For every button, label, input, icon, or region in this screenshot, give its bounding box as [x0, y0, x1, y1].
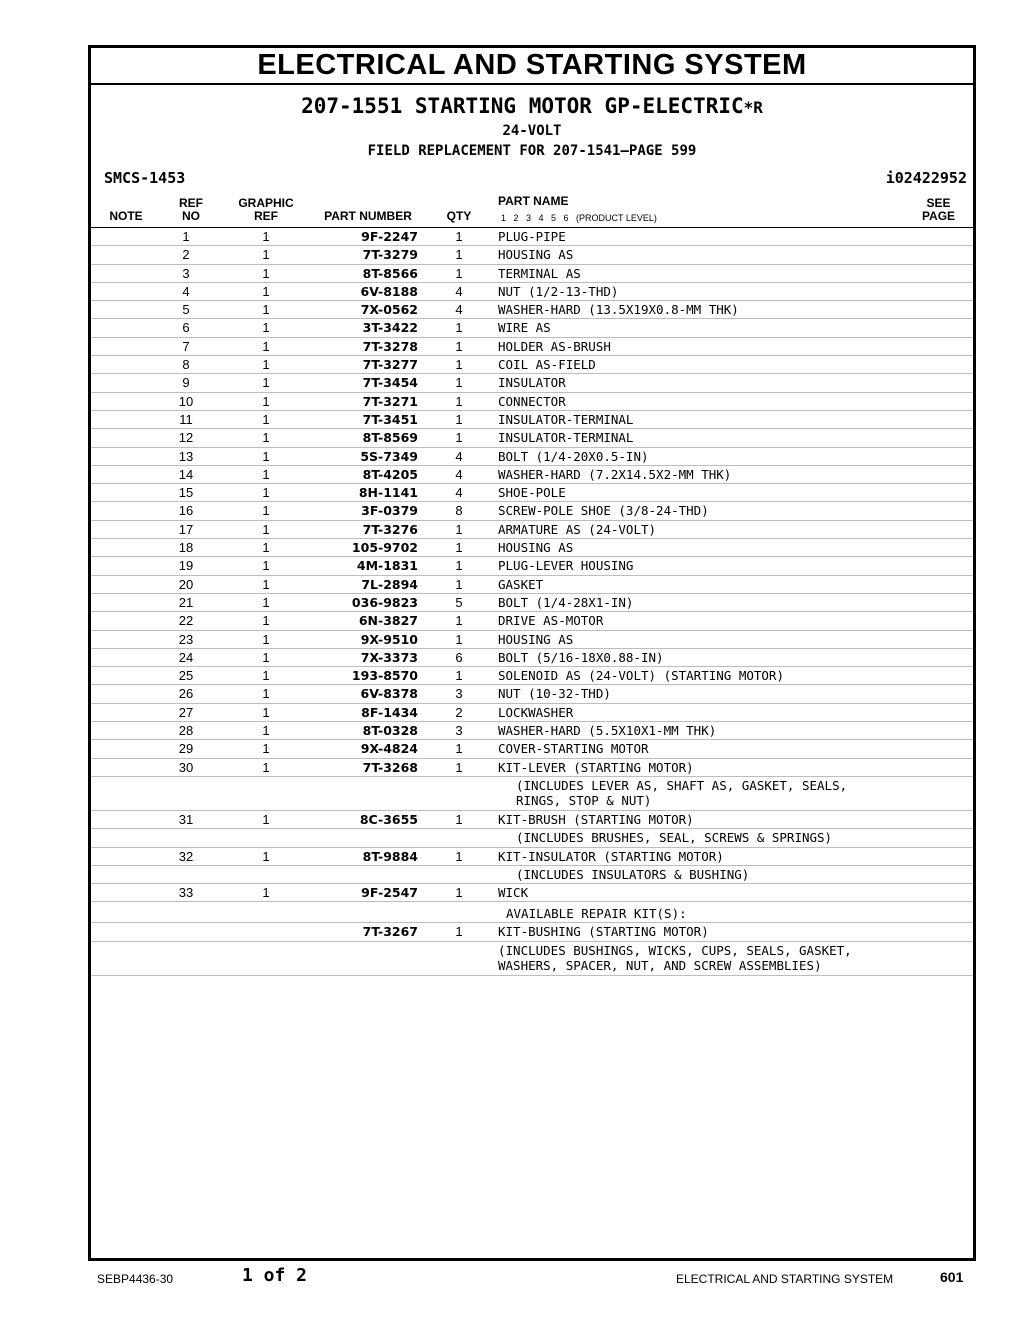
table-row [91, 338, 973, 356]
graphic-ref: 1 [262, 503, 270, 519]
quantity: 4 [455, 485, 463, 501]
part-name: KIT-BUSHING (STARTING MOTOR) [498, 924, 709, 940]
quantity: 1 [455, 885, 463, 901]
part-number: 6V-8378 [360, 686, 418, 702]
part-number: 105-9702 [351, 540, 418, 556]
graphic-ref: 1 [262, 668, 270, 684]
quantity: 3 [455, 723, 463, 739]
part-name: INSULATOR-TERMINAL [498, 411, 634, 427]
quantity: 1 [455, 631, 463, 647]
quantity: 1 [455, 375, 463, 391]
ref-number: 5 [182, 302, 190, 318]
graphic-ref: 1 [262, 338, 270, 354]
table-row [91, 246, 973, 264]
part-name-continued: WASHERS, SPACER, NUT, AND SCREW ASSEMBLIES) [498, 957, 822, 973]
ref-number: 2 [182, 247, 190, 263]
quantity: 4 [455, 466, 463, 482]
graphic-ref: 1 [262, 741, 270, 757]
part-name: INSULATOR [498, 375, 566, 391]
graphic-ref: 1 [262, 283, 270, 299]
graphic-ref: 1 [262, 247, 270, 263]
part-number: 8T-8566 [362, 265, 418, 281]
part-name: (INCLUDES INSULATORS & BUSHING) [516, 866, 750, 882]
part-number: 7X-0562 [360, 302, 418, 318]
table-row [91, 228, 973, 246]
col-note: NOTE [109, 209, 143, 223]
graphic-ref: 1 [262, 320, 270, 336]
replacement-line: FIELD REPLACEMENT FOR 207-1541—PAGE 599 [367, 143, 697, 159]
part-name: CONNECTOR [498, 393, 566, 409]
ref-number: 26 [178, 686, 194, 702]
part-number: 6N-3827 [358, 613, 418, 629]
graphic-ref: 1 [262, 265, 270, 281]
group-suffix: *R [743, 98, 763, 117]
table-row [91, 667, 973, 685]
graphic-ref: 1 [262, 229, 270, 244]
table-row [91, 811, 973, 829]
ref-number: 16 [178, 503, 194, 519]
part-name: COIL AS-FIELD [498, 357, 596, 373]
ref-number: 9 [182, 375, 190, 391]
ref-number: 17 [178, 521, 194, 537]
col-qty: QTY [446, 209, 472, 223]
part-number: 3F-0379 [361, 503, 418, 519]
graphic-ref: 1 [262, 357, 270, 373]
table-row [91, 631, 973, 649]
col-ref-top: REF [179, 196, 203, 210]
quantity: 1 [455, 229, 463, 244]
quantity: 1 [455, 576, 463, 592]
ref-number: 14 [178, 466, 194, 482]
graphic-ref: 1 [262, 448, 270, 464]
quantity: 1 [455, 741, 463, 757]
part-number: 193-8570 [351, 668, 418, 684]
col-see-bottom: PAGE [921, 209, 956, 223]
part-name: BOLT (5/16-18X0.88-IN) [498, 649, 664, 665]
table-row [91, 521, 973, 539]
part-number: 8T-8569 [362, 430, 418, 446]
ref-number: 28 [178, 723, 194, 739]
part-name: BOLT (1/4-28X1-IN) [498, 594, 634, 610]
smcs-code: SMCS-1453 [104, 169, 186, 187]
part-name: (INCLUDES BRUSHES, SEAL, SCREWS & SPRINGS) [516, 830, 833, 846]
ref-number: 12 [178, 430, 194, 446]
ref-number: 15 [178, 485, 194, 501]
table-row [91, 557, 973, 575]
ref-number: 11 [179, 411, 193, 427]
ref-number: 3 [182, 265, 190, 281]
table-row [91, 319, 973, 337]
part-number: 7T-3454 [362, 375, 418, 391]
graphic-ref: 1 [262, 613, 270, 629]
quantity: 1 [455, 265, 463, 281]
graphic-ref: 1 [262, 631, 270, 647]
part-name: BOLT (1/4-20X0.5-IN) [498, 448, 649, 464]
quantity: 1 [455, 848, 463, 864]
part-name: HOUSING AS [498, 540, 574, 556]
quantity: 2 [455, 704, 463, 720]
part-name: (INCLUDES LEVER AS, SHAFT AS, GASKET, SEALS, [516, 777, 848, 793]
voltage-line: 24-VOLT [502, 123, 562, 139]
part-name: LOCKWASHER [498, 704, 574, 720]
table-row [91, 704, 973, 722]
table-row [91, 448, 973, 466]
graphic-ref: 1 [262, 485, 270, 501]
part-name: KIT-BRUSH (STARTING MOTOR) [498, 811, 694, 827]
table-row [91, 848, 973, 866]
quantity: 8 [455, 503, 463, 519]
quantity: 6 [455, 649, 463, 665]
part-name: WIRE AS [498, 320, 551, 336]
part-number: 5S-7349 [360, 448, 418, 464]
graphic-ref: 1 [262, 411, 270, 427]
part-number: 8T-4205 [362, 466, 418, 482]
part-number: 9X-9510 [360, 631, 418, 647]
quantity: 1 [455, 668, 463, 684]
table-row [91, 594, 973, 612]
ref-number: 10 [178, 393, 194, 409]
table-row [91, 866, 973, 884]
ref-number: 19 [178, 558, 194, 574]
section-title: ELECTRICAL AND STARTING SYSTEM [257, 49, 807, 81]
table-row [91, 411, 973, 429]
ref-number: 29 [178, 741, 194, 757]
quantity: 1 [455, 357, 463, 373]
ref-number: 33 [178, 885, 194, 901]
graphic-ref: 1 [262, 594, 270, 610]
part-name: KIT-INSULATOR (STARTING MOTOR) [498, 848, 724, 864]
part-number: 6V-8188 [360, 283, 418, 299]
part-name: COVER-STARTING MOTOR [498, 741, 649, 757]
part-name: TERMINAL AS [498, 265, 581, 281]
quantity: 1 [455, 247, 463, 263]
col-ref-bottom: NO [182, 209, 200, 223]
column-header [91, 194, 973, 228]
quantity: 1 [455, 521, 463, 537]
part-number: 7L-2894 [361, 576, 418, 592]
graphic-ref: 1 [262, 649, 270, 665]
ref-number: 23 [178, 631, 194, 647]
ref-number: 24 [178, 649, 194, 665]
table-row [91, 502, 973, 520]
table-row [91, 612, 973, 630]
part-name: WASHER-HARD (13.5X19X0.8-MM THK) [498, 302, 739, 318]
part-name: NUT (10-32-THD) [498, 686, 611, 702]
part-number: 8H-1141 [358, 485, 418, 501]
graphic-ref: 1 [262, 466, 270, 482]
part-number: 7T-3268 [362, 759, 418, 775]
graphic-ref: 1 [262, 759, 270, 775]
ref-number: 22 [178, 613, 194, 629]
table-row [91, 685, 973, 703]
page-footer [0, 1262, 1020, 1292]
graphic-ref: 1 [262, 811, 270, 827]
graphic-ref: 1 [262, 723, 270, 739]
table-row [91, 393, 973, 411]
ref-number: 31 [178, 811, 194, 827]
quantity: 1 [455, 613, 463, 629]
quantity: 4 [455, 448, 463, 464]
part-name: KIT-LEVER (STARTING MOTOR) [498, 759, 694, 775]
part-number: 7T-3267 [362, 924, 418, 940]
table-row [91, 356, 973, 374]
col-product-levels: 1 2 3 4 5 6 (PRODUCT LEVEL) [501, 213, 657, 223]
ref-number: 7 [182, 338, 190, 354]
quantity: 1 [455, 393, 463, 409]
part-name: (INCLUDES BUSHINGS, WICKS, CUPS, SEALS, GASKET, [498, 942, 852, 958]
quantity: 4 [455, 283, 463, 299]
graphic-ref: 1 [262, 393, 270, 409]
ref-number: 27 [178, 704, 194, 720]
part-number: 3T-3422 [362, 320, 418, 336]
part-name: GASKET [498, 576, 544, 592]
table-row [91, 902, 973, 923]
table-row [91, 301, 973, 319]
graphic-ref: 1 [262, 885, 270, 901]
table-row [91, 539, 973, 557]
ref-number: 21 [178, 594, 194, 610]
part-name: HOUSING AS [498, 247, 574, 263]
part-name: SOLENOID AS (24-VOLT) (STARTING MOTOR) [498, 668, 784, 684]
quantity: 1 [455, 924, 463, 940]
part-number: 9F-2247 [361, 229, 418, 244]
part-name: WICK [498, 885, 529, 901]
ref-number: 6 [182, 320, 190, 336]
graphic-ref: 1 [262, 686, 270, 702]
table-row [91, 777, 973, 811]
part-name: AVAILABLE REPAIR KIT(S): [506, 906, 687, 922]
part-number: 9F-2547 [361, 885, 418, 901]
quantity: 1 [455, 540, 463, 556]
table-row [91, 374, 973, 392]
graphic-ref: 1 [262, 576, 270, 592]
table-row [91, 829, 973, 847]
quantity: 4 [455, 302, 463, 318]
table-row [91, 265, 973, 283]
part-number: 8T-9884 [362, 848, 418, 864]
ref-number: 1 [182, 229, 190, 244]
table-row [91, 722, 973, 740]
part-number: 7T-3277 [362, 357, 418, 373]
col-graphic-bottom: REF [254, 209, 278, 223]
part-name: PLUG-LEVER HOUSING [498, 558, 634, 574]
ref-number: 32 [178, 848, 194, 864]
quantity: 1 [455, 759, 463, 775]
part-name: SHOE-POLE [498, 485, 566, 501]
table-row [91, 740, 973, 758]
quantity: 1 [455, 558, 463, 574]
graphic-ref: 1 [262, 540, 270, 556]
graphic-ref: 1 [262, 375, 270, 391]
part-number: 7T-3271 [362, 393, 418, 409]
group-name: STARTING MOTOR GP-ELECTRIC [414, 94, 744, 118]
part-number: 8C-3655 [359, 811, 418, 827]
part-name: ARMATURE AS (24-VOLT) [498, 521, 657, 537]
group-title [91, 94, 973, 118]
graphic-ref: 1 [262, 558, 270, 574]
part-number: 7T-3451 [362, 411, 418, 427]
footer-section: ELECTRICAL AND STARTING SYSTEM [676, 1272, 894, 1286]
part-name: WASHER-HARD (7.2X14.5X2-MM THK) [498, 466, 732, 482]
ref-number: 30 [178, 759, 194, 775]
table-row [91, 484, 973, 502]
footer-page-of: 1 of 2 [242, 1265, 308, 1286]
quantity: 1 [455, 338, 463, 354]
table-row [91, 923, 973, 941]
parts-table [91, 228, 973, 976]
col-see-top: SEE [926, 196, 951, 210]
col-part-name: PART NAME [498, 194, 569, 208]
table-row [91, 759, 973, 777]
table-row [91, 429, 973, 447]
part-number: 9X-4824 [360, 741, 418, 757]
table-row [91, 283, 973, 301]
part-name-continued: RINGS, STOP & NUT) [516, 792, 652, 808]
col-graphic-top: GRAPHIC [238, 196, 294, 210]
graphic-ref: 1 [262, 430, 270, 446]
ref-number: 20 [178, 576, 194, 592]
ref-number: 8 [182, 357, 190, 373]
part-number: 7T-3278 [362, 338, 418, 354]
footer-doc-number: SEBP4436-30 [97, 1272, 174, 1286]
part-number: 8T-0328 [362, 723, 418, 739]
part-number: 7T-3276 [362, 521, 418, 537]
table-row [91, 942, 973, 976]
table-row [91, 576, 973, 594]
part-number: 7X-3373 [360, 649, 418, 665]
part-name: PLUG-PIPE [498, 229, 566, 244]
quantity: 3 [455, 686, 463, 702]
part-name: HOLDER AS-BRUSH [498, 338, 611, 354]
quantity: 5 [455, 594, 463, 610]
part-number: 7T-3279 [362, 247, 418, 263]
footer-page-number: 601 [940, 1269, 964, 1285]
part-name: HOUSING AS [498, 631, 574, 647]
part-number: 8F-1434 [361, 704, 418, 720]
part-number: 4M-1831 [356, 558, 418, 574]
document-id: i02422952 [885, 169, 967, 187]
table-row [91, 466, 973, 484]
part-number: 036-9823 [351, 594, 418, 610]
ref-number: 25 [178, 668, 194, 684]
ref-number: 13 [178, 448, 194, 464]
group-number: 207-1551 [301, 94, 403, 118]
part-name: DRIVE AS-MOTOR [498, 613, 604, 629]
graphic-ref: 1 [262, 704, 270, 720]
graphic-ref: 1 [262, 848, 270, 864]
ref-number: 18 [178, 540, 194, 556]
page-frame [88, 45, 976, 1261]
quantity: 1 [455, 430, 463, 446]
table-row [91, 649, 973, 667]
graphic-ref: 1 [262, 521, 270, 537]
part-name: INSULATOR-TERMINAL [498, 430, 634, 446]
ref-number: 4 [182, 283, 190, 299]
part-name: SCREW-POLE SHOE (3/8-24-THD) [498, 503, 709, 519]
col-part-number: PART NUMBER [324, 209, 412, 223]
part-name: NUT (1/2-13-THD) [498, 283, 619, 299]
part-name: WASHER-HARD (5.5X10X1-MM THK) [498, 723, 717, 739]
quantity: 1 [455, 411, 463, 427]
section-title-band [91, 48, 973, 85]
quantity: 1 [455, 811, 463, 827]
graphic-ref: 1 [262, 302, 270, 318]
table-row [91, 884, 973, 902]
quantity: 1 [455, 320, 463, 336]
